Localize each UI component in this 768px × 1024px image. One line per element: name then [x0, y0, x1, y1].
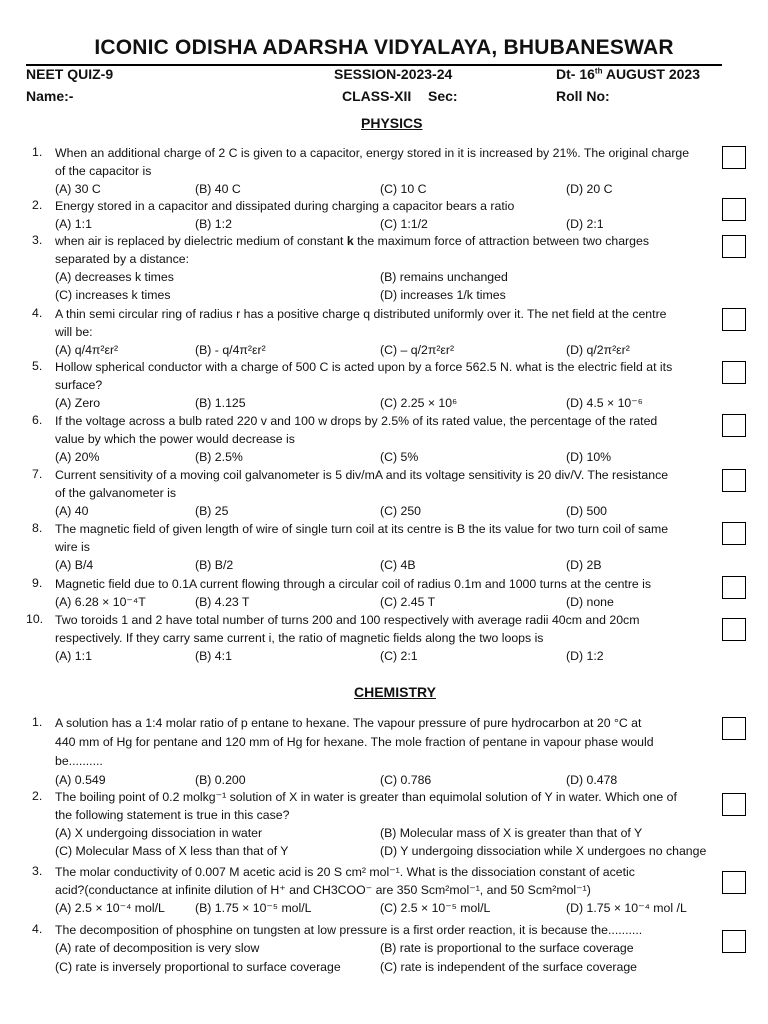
chemistry-q4-option-a: (A) rate of decomposition is very slow [55, 940, 260, 955]
physics-q8-number: 8. [32, 521, 43, 535]
roll-no-label: Roll No: [556, 88, 610, 104]
physics-q6-answer-box[interactable] [722, 414, 746, 437]
chemistry-q1-option-a: (A) 0.549 [55, 773, 106, 787]
physics-q6-option-a: (A) 20% [55, 449, 100, 464]
physics-q6-text: If the voltage across a bulb rated 220 v and 100 w drops by 2.5% of its rated value, the percentage of the rated [55, 414, 658, 428]
physics-q2-answer-box[interactable] [722, 198, 746, 221]
physics-q4-option-b: (B) - q/4π²εr² [195, 342, 266, 357]
physics-q10-text: Two toroids 1 and 2 have total number of turns 200 and 100 respectively with average radii 40cm and 20cm [55, 613, 640, 627]
school-name: ICONIC ODISHA ADARSHA VIDYALAYA, BHUBANESWAR [94, 36, 674, 59]
physics-q3-option-a: (A) decreases k times [55, 269, 174, 284]
physics-q5-answer-box[interactable] [722, 361, 746, 384]
chemistry-q2-text: The boiling point of 0.2 molkg⁻¹ solution of X in water is greater than equimolal solution of Y in water. Which one of [55, 790, 677, 804]
physics-q2-text: Energy stored in a capacitor and dissipated during charging a capacitor bears a ratio [55, 199, 515, 213]
chemistry-q1-option-c: (C) 0.786 [380, 773, 432, 787]
chemistry-q2-option-a: (A) X undergoing dissociation in water [55, 825, 263, 840]
chemistry-q4-answer-box[interactable] [722, 930, 746, 953]
physics-q10-option-d: (D) 1:2 [566, 648, 604, 663]
physics-q3-option-b: (B) remains unchanged [380, 269, 508, 284]
chemistry-q1-text-cont2: be.......... [55, 754, 103, 768]
date-prefix: Dt- 16 [556, 66, 595, 82]
physics-q9-text: Magnetic field due to 0.1A current flowing through a circular coil of radius 0.1m and 1000 turns at the centre is [55, 577, 652, 591]
physics-q8-option-c: (C) 4B [380, 557, 416, 572]
physics-q1-answer-box[interactable] [722, 146, 746, 169]
physics-q7-option-a: (A) 40 [55, 503, 89, 518]
physics-q5-option-c: (C) 2.25 × 10⁶ [380, 395, 458, 410]
chemistry-q2-number: 2. [32, 789, 43, 803]
physics-q7-option-d: (D) 500 [566, 503, 608, 518]
physics-q3-text-a: when air is replaced by dielectric medium of constant [55, 234, 347, 248]
physics-q4-text-cont: will be: [55, 324, 93, 339]
chemistry-q3-text-cont: acid?(conductance at infinite dilution of H⁺ and CH3COO⁻ are 350 Scm²mol⁻¹, and 50 Scm²mol⁻¹) [55, 882, 591, 897]
physics-q7-number: 7. [32, 467, 43, 481]
chemistry-q2-option-d: (D) Y undergoing dissociation while X undergoes no change [380, 844, 707, 859]
physics-q6-text-cont: value by which the power would decrease is [55, 431, 295, 446]
physics-q9-option-b: (B) 4.23 T [195, 594, 250, 609]
physics-q7-text-cont: of the galvanometer is [55, 485, 176, 500]
section-label: Sec: [428, 88, 458, 104]
chemistry-q4-number: 4. [32, 922, 43, 936]
physics-q5-option-a: (A) Zero [55, 395, 101, 410]
physics-q5-number: 5. [32, 359, 43, 373]
physics-q4-number: 4. [32, 306, 43, 320]
physics-q7-option-b: (B) 25 [195, 503, 229, 518]
chemistry-q4-option-c: (C) rate is inversely proportional to surface coverage [55, 959, 341, 974]
physics-q10-option-b: (B) 4:1 [195, 648, 232, 663]
header-rule [26, 64, 722, 66]
chemistry-q1-answer-box[interactable] [722, 717, 746, 740]
physics-q5-text-cont: surface? [55, 377, 103, 392]
physics-q2-option-a: (A) 1:1 [55, 216, 92, 231]
physics-q2-option-d: (D) 2:1 [566, 216, 604, 231]
physics-q3-text-cont: separated by a distance: [55, 251, 189, 266]
physics-q6-option-d: (D) 10% [566, 449, 612, 464]
physics-q7-option-c: (C) 250 [380, 503, 422, 518]
physics-q10-answer-box[interactable] [722, 618, 746, 641]
physics-q1-text: When an additional charge of 2 C is given to a capacitor, energy stored in it is increased by 21%. The original charge [55, 146, 690, 160]
chemistry-q1-option-b: (B) 0.200 [195, 773, 246, 787]
chemistry-q2-option-b: (B) Molecular mass of X is greater than that of Y [380, 825, 643, 840]
chemistry-q3-number: 3. [32, 864, 43, 878]
physics-q4-option-d: (D) q/2π²εr² [566, 342, 630, 357]
physics-q8-answer-box[interactable] [722, 522, 746, 545]
physics-q3-text-b: the maximum force of attraction between two charges [353, 234, 649, 248]
physics-q9-option-d: (D) none [566, 594, 614, 609]
physics-heading: PHYSICS [361, 115, 423, 131]
chemistry-q4-text: The decomposition of phosphine on tungsten at low pressure is a first order reaction, it is because the.......... [55, 923, 643, 937]
chemistry-q2-answer-box[interactable] [722, 793, 746, 816]
class-label: CLASS-XII [342, 88, 412, 104]
physics-q4-option-c: (C) – q/2π²εr² [380, 342, 455, 357]
physics-q7-answer-box[interactable] [722, 469, 746, 492]
physics-q10-option-c: (C) 2:1 [380, 648, 418, 663]
physics-q6-number: 6. [32, 413, 43, 427]
physics-q4-option-a: (A) q/4π²εr² [55, 342, 119, 357]
chemistry-q4-option-d: (C) rate is independent of the surface coverage [380, 959, 638, 974]
physics-q1-option-c: (C) 10 C [380, 181, 427, 196]
physics-q8-text-cont: wire is [55, 539, 90, 554]
physics-q9-option-c: (C) 2.45 T [380, 594, 436, 609]
chemistry-q3-option-b: (B) 1.75 × 10⁻⁵ mol/L [195, 900, 312, 915]
physics-q4-answer-box[interactable] [722, 308, 746, 331]
physics-q3-number: 3. [32, 233, 43, 247]
physics-q7-text: Current sensitivity of a moving coil galvanometer is 5 div/mA and its voltage sensitivity is 20 div/V. The resistance [55, 468, 669, 482]
physics-q8-option-a: (A) B/4 [55, 557, 94, 572]
physics-q1-number: 1. [32, 145, 43, 159]
chemistry-q3-option-a: (A) 2.5 × 10⁻⁴ mol/L [55, 900, 165, 915]
physics-q1-option-a: (A) 30 C [55, 181, 101, 196]
date-label [556, 66, 700, 82]
chemistry-q4-option-b: (B) rate is proportional to the surface coverage [380, 940, 634, 955]
physics-q9-answer-box[interactable] [722, 576, 746, 599]
physics-q10-text-cont: respectively. If they carry same current i, the ratio of magnetic fields along the two loops is [55, 630, 544, 645]
physics-q10-number: 10. [26, 612, 44, 626]
physics-q6-option-c: (C) 5% [380, 449, 419, 464]
chemistry-q3-option-d: (D) 1.75 × 10⁻⁴ mol /L [566, 900, 687, 915]
date-sup: th [594, 66, 603, 76]
date-suffix: AUGUST 2023 [602, 66, 700, 82]
chemistry-q1-text: A solution has a 1:4 molar ratio of p entane to hexane. The vapour pressure of pure hydrocarbon at 20 °C at [55, 716, 642, 730]
physics-q5-option-d: (D) 4.5 × 10⁻⁶ [566, 395, 643, 410]
physics-q3-answer-box[interactable] [722, 235, 746, 258]
name-field-label: Name:- [26, 88, 74, 104]
physics-q3-option-d: (D) increases 1/k times [380, 288, 506, 303]
physics-q3-text [55, 233, 649, 251]
chemistry-heading: CHEMISTRY [354, 684, 436, 700]
physics-q1-option-b: (B) 40 C [195, 181, 241, 196]
chemistry-q3-text: The molar conductivity of 0.007 M acetic acid is 20 S cm² mol⁻¹. What is the dissociation constant of acetic [55, 865, 635, 879]
physics-q1-option-d: (D) 20 C [566, 181, 613, 196]
physics-q5-text: Hollow spherical conductor with a charge of 500 C is acted upon by a force 562.5 N. what is the electric field at its [55, 360, 673, 374]
physics-q9-number: 9. [32, 576, 43, 590]
quiz-title: NEET QUIZ-9 [26, 66, 114, 82]
session-label: SESSION-2023-24 [334, 66, 453, 82]
chemistry-q3-option-c: (C) 2.5 × 10⁻⁵ mol/L [380, 900, 491, 915]
physics-q5-option-b: (B) 1.125 [195, 395, 246, 410]
physics-q10-option-a: (A) 1:1 [55, 648, 92, 663]
physics-q9-option-a: (A) 6.28 × 10⁻⁴T [55, 594, 146, 609]
physics-q1-text-cont: of the capacitor is [55, 163, 152, 178]
physics-q6-option-b: (B) 2.5% [195, 449, 243, 464]
physics-q3-option-c: (C) increases k times [55, 288, 171, 303]
physics-q8-option-d: (D) 2B [566, 557, 602, 572]
chemistry-q3-answer-box[interactable] [722, 871, 746, 894]
physics-q2-number: 2. [32, 198, 43, 212]
chemistry-q1-text-cont: 440 mm of Hg for pentane and 120 mm of Hg for hexane. The mole fraction of pentane in vapour phase would [55, 735, 654, 749]
chemistry-q1-option-d: (D) 0.478 [566, 773, 618, 787]
chemistry-q2-text-cont: the following statement is true in this case? [55, 807, 290, 822]
physics-q8-option-b: (B) B/2 [195, 557, 234, 572]
physics-q2-option-b: (B) 1:2 [195, 216, 232, 231]
chemistry-q2-option-c: (C) Molecular Mass of X less than that of Y [55, 844, 289, 859]
physics-q4-text: A thin semi circular ring of radius r has a positive charge q distributed uniformly over it. The net field at the centre [55, 307, 667, 321]
physics-q3-text-k: k [346, 234, 354, 248]
physics-q2-option-c: (C) 1:1/2 [380, 216, 428, 231]
chemistry-q1-number: 1. [32, 715, 43, 729]
physics-q8-text: The magnetic field of given length of wire of single turn coil at its centre is B the its value for two turn coil of same [55, 522, 669, 536]
